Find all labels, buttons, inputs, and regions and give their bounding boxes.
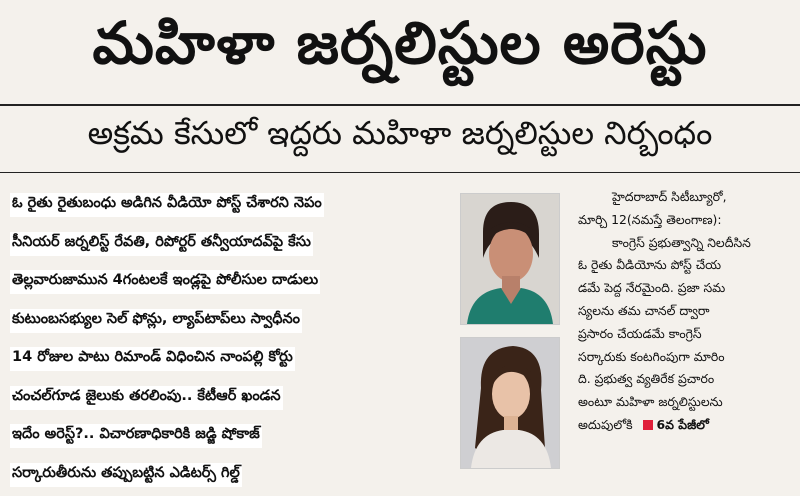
article-line: హైదరాబాద్ సిటీబ్యూరో, — [612, 189, 727, 204]
continued-text: 6వ పేజీలో — [656, 416, 709, 432]
bullet-text: సర్కారుతీరును తప్పుబట్టిన ఎడిటర్స్ గిల్డ్ — [10, 463, 242, 487]
continued-indicator — [643, 414, 709, 437]
bullet-text: చంచల్‌గూడ జైలుకు తరలింపు.. కేటీఆర్ ఖండన — [10, 386, 283, 410]
photo-journalist-1 — [460, 193, 560, 325]
bullet-item — [10, 417, 450, 456]
divider — [0, 172, 800, 173]
bullet-list — [10, 186, 450, 494]
bullet-item — [10, 340, 450, 379]
article-line: ది. ప్రభుత్వ వ్యతిరేక ప్రచారం — [578, 371, 715, 387]
article-last-word: అదుపులోకి — [578, 416, 633, 432]
article-line: మార్చి 12(నమస్తే తెలంగాణ): — [578, 211, 722, 227]
bullet-item — [10, 225, 450, 264]
divider — [0, 104, 800, 106]
article-line: ఓ రైతు వీడియోను పోస్ట్ చేయ — [578, 257, 722, 273]
article-line-last — [578, 414, 792, 437]
bullet-item — [10, 186, 450, 225]
article-line: కాంగ్రెస్ ప్రభుత్వాన్ని నిలదీసిన — [612, 234, 751, 250]
portrait-image — [461, 338, 559, 468]
bullet-text: కుటుంబసభ్యుల సెల్ ఫోన్లు, ల్యాప్‌టాప్‌లు స్వాధీనం — [10, 309, 302, 333]
bullet-text: సీనియర్ జర్నలిస్ట్ రేవతి, రిపోర్టర్ తన్వీయాదవ్‌పై కేసు — [10, 232, 313, 256]
portrait-image — [461, 194, 559, 324]
bullet-item — [10, 302, 450, 341]
headline — [0, 0, 800, 100]
article-line: ప్రసారం చేయడమే కాంగ్రెస్ — [578, 325, 702, 341]
article-line: స్యలను తమ చానల్ ద్వారా — [578, 302, 710, 318]
bullet-text: తెల్లవారుజామున 4గంటలకే ఇండ్లపై పోలీసుల దాడులు — [10, 270, 320, 294]
bullet-item — [10, 456, 450, 495]
photo-column — [460, 193, 560, 481]
continued-marker-icon — [643, 420, 653, 430]
bullet-text: ఇదేం అరెస్ట్?.. విచారణాధికారికి జడ్జి షోకాజ్ — [10, 424, 262, 448]
bullet-text: ఓ రైతు రైతుబంధు అడిగిన వీడియో పోస్ట్ చేశారని నెపం — [10, 193, 324, 217]
article-body — [578, 186, 792, 437]
photo-journalist-2 — [460, 337, 560, 469]
headline-text: మహిళా జర్నలిస్టుల అరెస్టు — [92, 8, 708, 77]
bullet-item — [10, 379, 450, 418]
article-line: అంటూ మహిళా జర్నలిస్టులను — [578, 394, 723, 410]
subheadline — [0, 110, 800, 164]
article-line: డమే పెద్ద నేరమైంది. ప్రజా సమ — [578, 280, 726, 296]
article-line: సర్కారుకు కంటగింపుగా మారిం — [578, 348, 725, 364]
bullet-item — [10, 263, 450, 302]
subheadline-text: అక్రమ కేసులో ఇద్దరు మహిళా జర్నలిస్టుల నిర్బంధం — [87, 114, 713, 152]
bullet-text: 14 రోజుల పాటు రిమాండ్ విధించిన నాంపల్లి కోర్టు — [10, 347, 295, 371]
